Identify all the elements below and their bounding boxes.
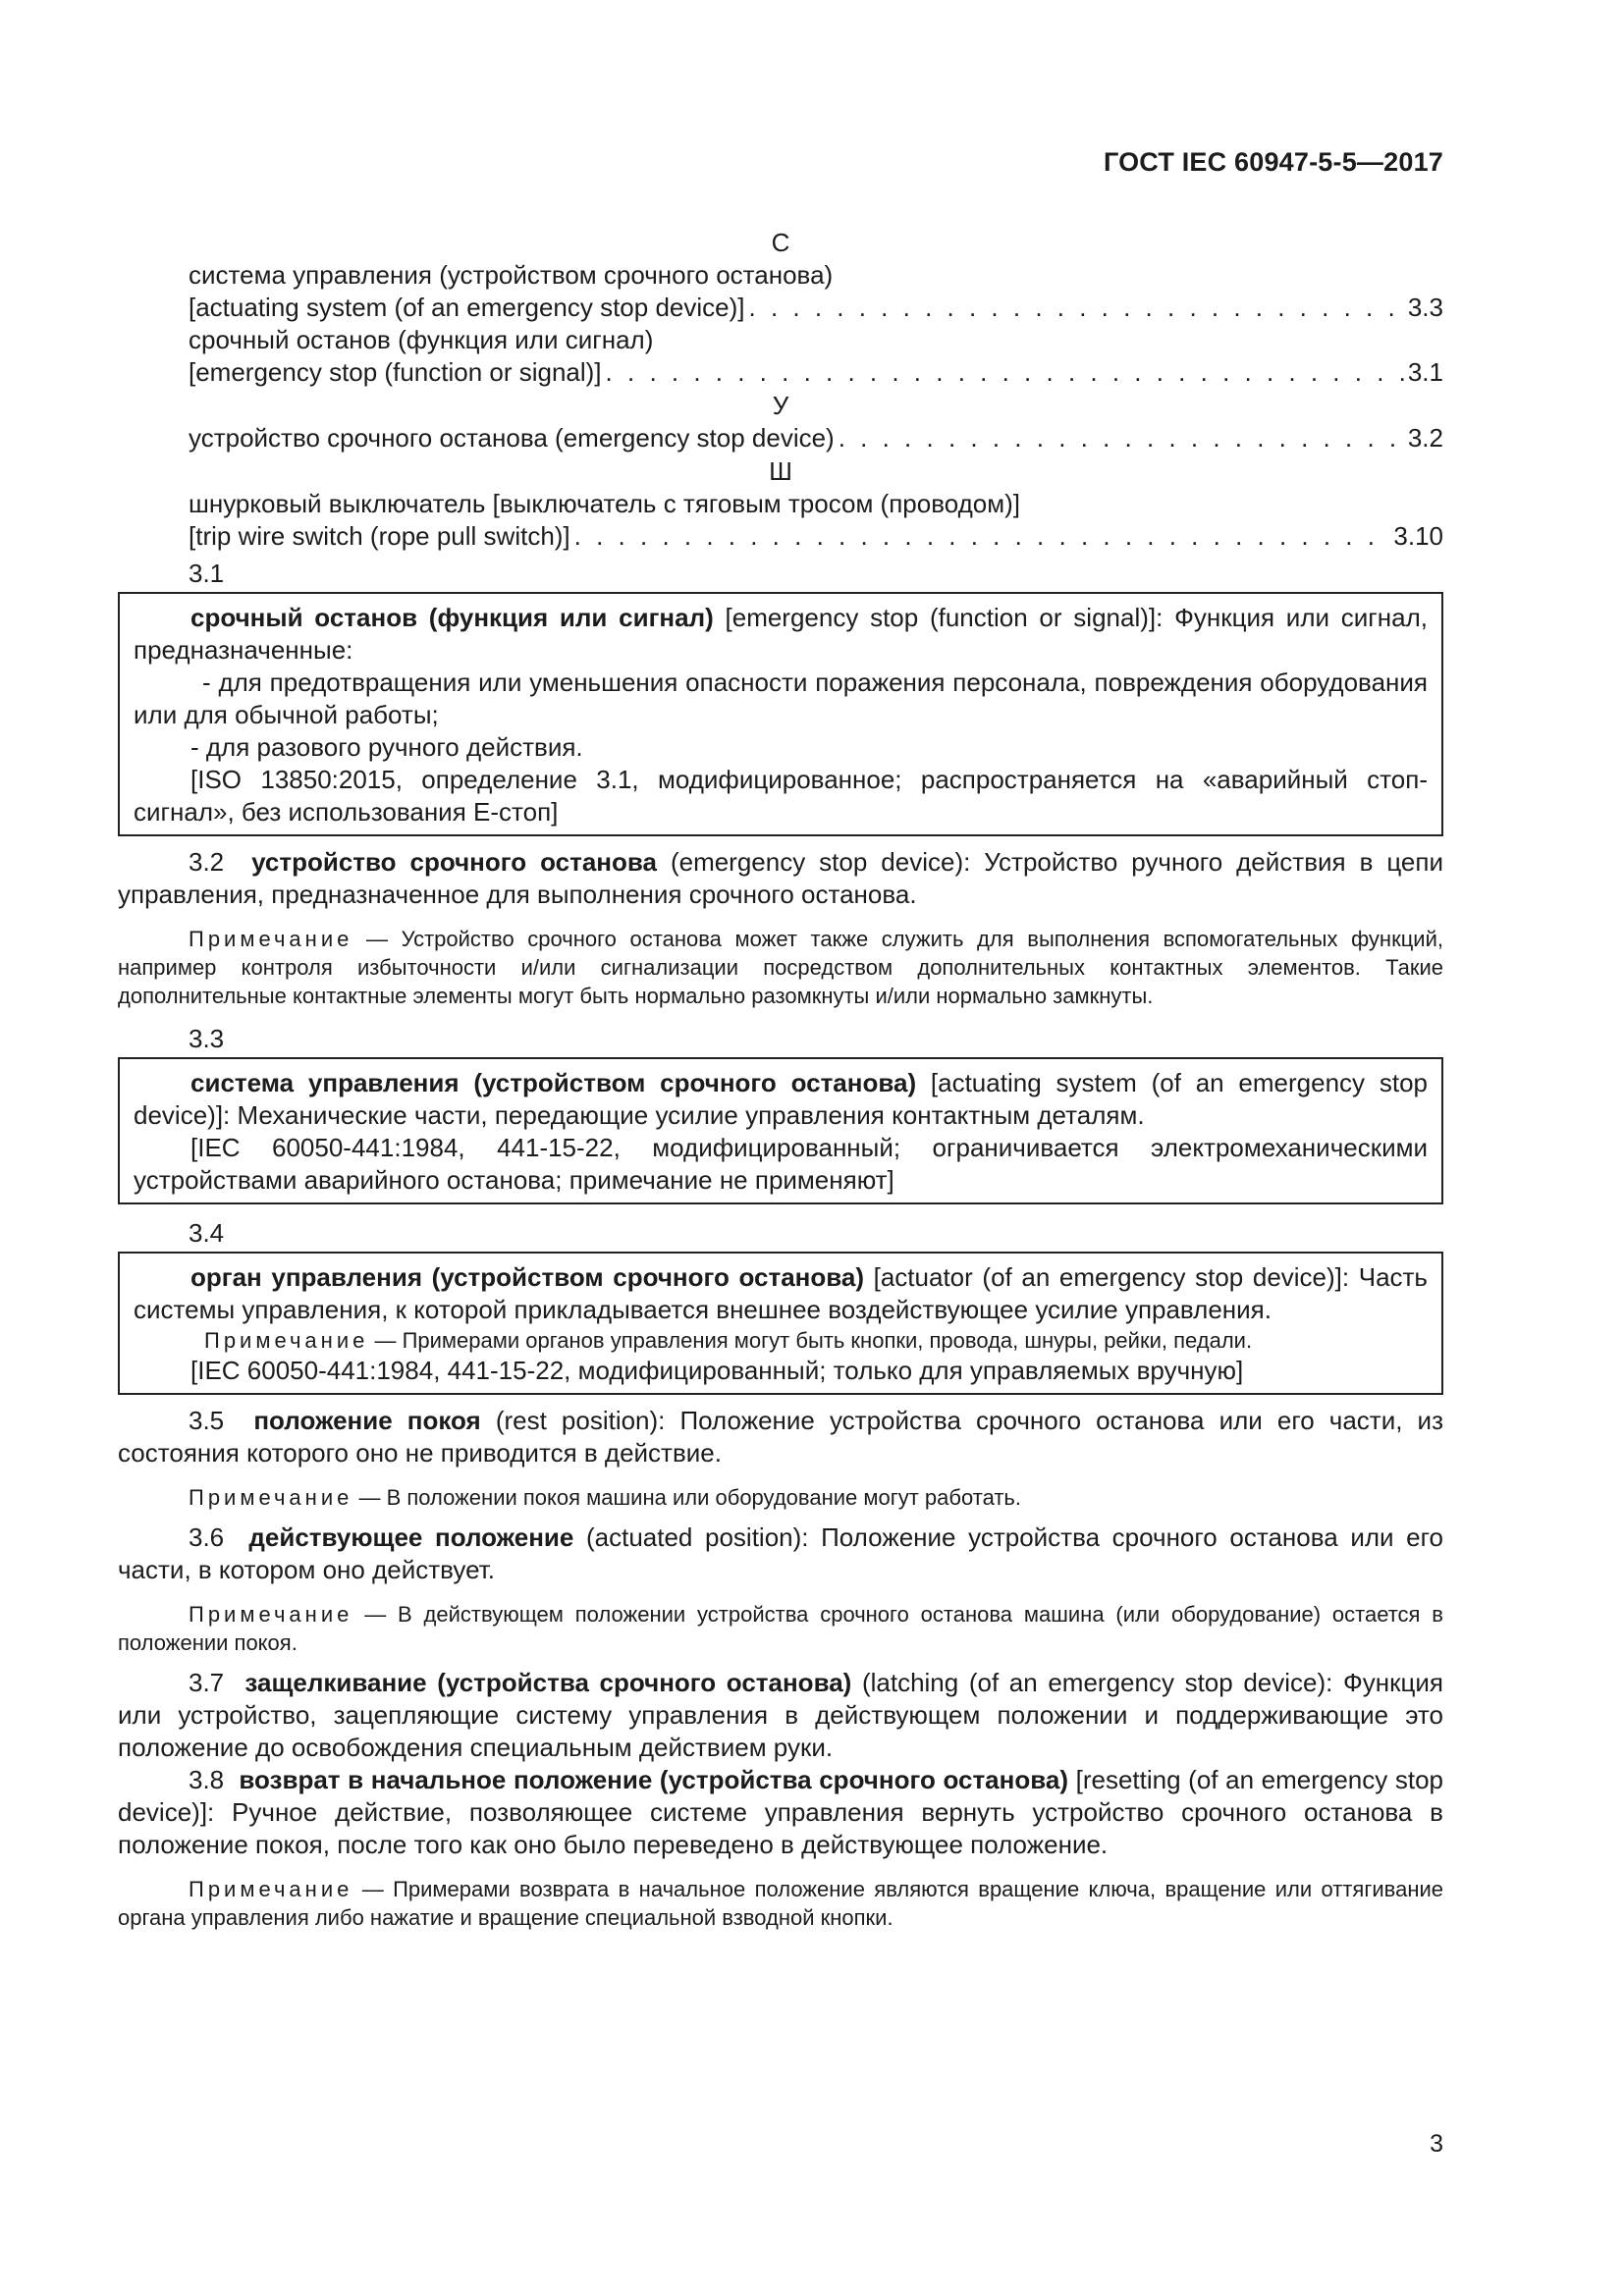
note-text: — Примерами органов управления могут быть кнопки, провода, шнуры, рейки, педали. <box>368 1328 1253 1353</box>
term-source: [IEC 60050-441:1984, 441-15-22, модифицированный; ограничивается электромеханическими устройствами аварийного останова; примечание не применяют] <box>134 1133 1428 1195</box>
index-entry-text: срочный останов (функция или сигнал) <box>189 325 654 354</box>
index-entry <box>118 292 1443 324</box>
document-page <box>118 0 1443 2296</box>
term-number: 3.3 <box>189 1024 225 1053</box>
term-title: возврат в начальное положение (устройства срочного останова) <box>239 1765 1068 1794</box>
term-definition: [actuator (of an emergency stop device)]: Часть системы управления, к которой прикладывается внешнее воздействующее усилие управления. <box>134 1262 1428 1324</box>
term-definition: (emergency stop device): Устройство ручного действия в цепи управления, предназначенное для выполнения срочного останова. <box>118 847 1443 909</box>
leader-dots <box>574 520 1390 553</box>
index-entry-text: [actuating system (of an emergency stop device)] <box>189 293 745 322</box>
term-title: срочный останов (функция или сигнал) <box>190 603 714 632</box>
term-entry-3-2 <box>118 846 1443 911</box>
note-label: Примечание <box>189 927 353 951</box>
term-box-3-1 <box>118 592 1443 836</box>
term-definition: [emergency stop (function or signal)]: Функция или сигнал, предназначенные: <box>134 603 1428 665</box>
term-definition: [resetting (of an emergency stop device)]: Ручное действие, позволяющее системе управления вернуть устройство срочного останова в положение покоя, после того как оно было переведено в действующее положение. <box>118 1765 1443 1859</box>
index-entry-text: система управления (устройством срочного останова) <box>189 260 834 290</box>
term-title: устройство срочного останова <box>251 847 657 877</box>
term-definition: (latching (of an emergency stop device): Функция или устройство, зацепляющие систему управления в действующем положении и поддерживающие это положение до освобождения специальным действием руки. <box>118 1668 1443 1762</box>
term-list-item: - для предотвращения или уменьшения опасности поражения персонала, повреждения оборудования или для обычной работы; <box>134 667 1428 729</box>
index-entry-number: 3.1 <box>1407 357 1443 387</box>
term-box-3-4 <box>118 1252 1443 1395</box>
term-note <box>118 1483 1443 1512</box>
index-entry <box>118 520 1443 553</box>
term-title: положение покоя <box>253 1406 481 1435</box>
index-letter: С <box>771 228 790 257</box>
document-header: ГОСТ IEC 60947-5-5—2017 <box>1103 147 1443 177</box>
term-title: орган управления (устройством срочного останова) <box>190 1262 865 1292</box>
term-definition: (rest position): Положение устройства срочного останова или его части, из состояния которого оно не приводится в действие. <box>118 1406 1443 1468</box>
term-entry-3-5 <box>118 1405 1443 1469</box>
index-entry-number: 3.3 <box>1407 293 1443 322</box>
index-entry-number: 3.10 <box>1393 521 1443 551</box>
term-definition: (actuated position): Положение устройства срочного останова или его части, в котором оно действует. <box>118 1522 1443 1584</box>
term-note <box>134 1326 1428 1355</box>
index-entry-text: [trip wire switch (rope pull switch)] <box>189 521 570 551</box>
term-note <box>118 1600 1443 1657</box>
index-entry-text: устройство срочного останова (emergency stop device) <box>189 423 835 453</box>
term-number: 3.7 <box>189 1668 225 1697</box>
index-letter: У <box>772 391 789 420</box>
index-letter: Ш <box>769 456 792 486</box>
term-source: [IEC 60050-441:1984, 441-15-22, модифицированный; только для управляемых вручную] <box>190 1356 1244 1385</box>
term-entry-3-8 <box>118 1764 1443 1861</box>
term-entry-3-7 <box>118 1667 1443 1764</box>
leader-dots <box>606 356 1404 389</box>
term-number: 3.4 <box>189 1218 225 1248</box>
term-note <box>118 925 1443 1010</box>
term-index <box>118 226 1443 553</box>
term-note <box>118 1875 1443 1932</box>
index-entry <box>118 356 1443 389</box>
term-number: 3.5 <box>189 1406 225 1435</box>
note-label: Примечание <box>189 1602 353 1627</box>
document-body <box>118 226 1443 1942</box>
term-source: [ISO 13850:2015, определение 3.1, модифицированное; распространяется на «аварийный стоп-сигнал», без использования Е-стоп] <box>134 765 1428 827</box>
term-number: 3.2 <box>189 847 225 877</box>
note-text: — Примерами возврата в начальное положение являются вращение ключа, вращение или оттягивание органа управления либо нажатие и вращение специальной взводной кнопки. <box>118 1877 1443 1930</box>
page-number: 3 <box>1430 2130 1443 2158</box>
leader-dots <box>839 422 1404 454</box>
index-entry-text: шнурковый выключатель [выключатель с тяговым тросом (проводом)] <box>189 489 1021 518</box>
term-title: действующее положение <box>248 1522 574 1552</box>
term-title: защелкивание (устройства срочного останова) <box>244 1668 852 1697</box>
term-number: 3.1 <box>189 559 225 588</box>
note-label: Примечание <box>189 1877 353 1901</box>
term-number: 3.8 <box>189 1765 225 1794</box>
index-entry-number: 3.2 <box>1407 423 1443 453</box>
note-text: — В действующем положении устройства срочного останова машина (или оборудование) остается в положении покоя. <box>118 1602 1443 1655</box>
index-entry-text: [emergency stop (function or signal)] <box>189 357 602 387</box>
term-title: система управления (устройством срочного останова) <box>190 1068 917 1097</box>
index-entry <box>118 422 1443 454</box>
term-entry-3-6 <box>118 1522 1443 1586</box>
note-label: Примечание <box>189 1485 353 1510</box>
term-box-3-3 <box>118 1057 1443 1204</box>
note-text: — Устройство срочного останова может также служить для выполнения вспомогательных функций, например контроля избыточности и/или сигнализации посредством дополнительных контактных элементов. Такие дополнительные контактные элементы могут быть нормально разомкнуты и/или нормально замкнуты. <box>118 927 1443 1008</box>
term-definition: [actuating system (of an emergency stop device)]: Механические части, передающие усилие управления контактным деталям. <box>134 1068 1428 1130</box>
term-number: 3.6 <box>189 1522 225 1552</box>
term-list-item: - для разового ручного действия. <box>190 732 583 762</box>
note-text: — В положении покоя машина или оборудование могут работать. <box>352 1485 1021 1510</box>
note-label: Примечание <box>204 1328 369 1353</box>
leader-dots <box>749 292 1404 324</box>
